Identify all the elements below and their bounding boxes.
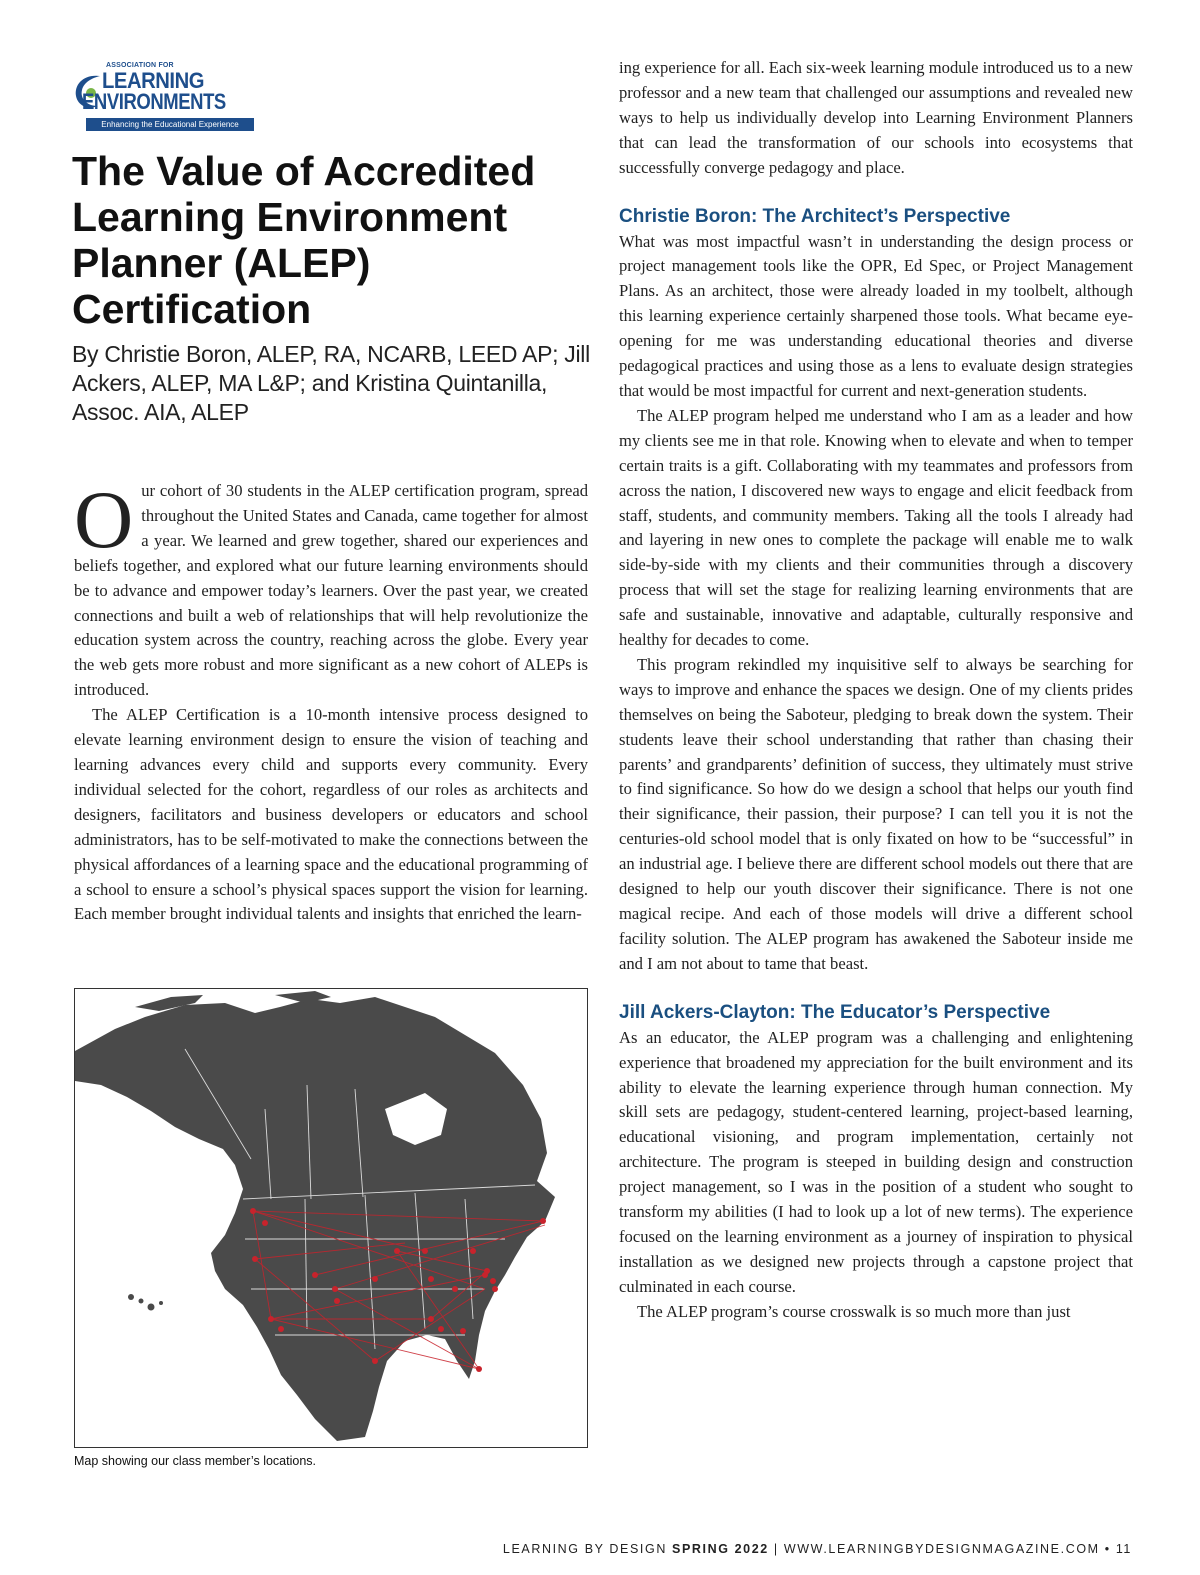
drop-cap: O [74, 474, 134, 565]
architect-paragraph-1: What was most impactful wasn’t in understanding the design process or project management tools like the OPR, Ed Spec, or Project Management Plans. As an architect, those were already loaded in my toolbelt, although this learning experience certainly sharpened those tools. What became eye-opening for me was understanding educational theories and diverse pedagogical practices and using those as a lens to evaluate design strategies that would be most impactful for current and next-generation students. [619, 231, 1133, 400]
footer-issue: SPRING 2022 [672, 1542, 769, 1556]
logo-line-learning: LEARNING [102, 68, 205, 93]
section-heading-architect: Christie Boron: The Architect’s Perspective [619, 205, 1011, 227]
article-title: The Value of Accredited Learning Environment Planner (ALEP) Certification [72, 148, 536, 332]
architect-paragraph-2: The ALEP program helped me understand who I am as a leader and how my clients see me in that role. Knowing when to elevate and when to temper certain traits is a gift. Collaborating with my teammates and professors from across the nation, I discovered new ways to engage and elicit feedback from staff, students, and community members. Taking all the tools I already had and layering in new ones to complete the package will enable me to walk side-by-side with my clients and their communities through a discovery process that will set the stage for realizing learning environments that are safe and sustainable, innovative and adaptable, culturally responsive and healthy for decades to come. [619, 405, 1133, 650]
paragraph-certification: The ALEP Certification is a 10-month intensive process designed to elevate learning environment design to ensure the vision of teaching and learning advances every child and supports every community. Every individual selected for the cohort, regardless of our roles as architects and designers, facilitators and business developers or educators and school administrators, has to be self-motivated to make the connections between the physical affordances of a learning space and the educational programming of a school to ensure a school’s physical spaces support the vision for learning. Each member brought individual talents and insights that enriched the learn- [74, 705, 588, 924]
educator-paragraph-2: The ALEP program’s course crosswalk is so much more than just [637, 1301, 1071, 1321]
page-footer [503, 1542, 1132, 1556]
educator-paragraph-1: As an educator, the ALEP program was a challenging and enlightening experience that broadened my appreciation for the built environment and its ability to elevate the learning experience through human connection. My skill sets are pedagogy, student-centered learning, project-based learning, educational visioning, and program implementation, certainly not architecture. The program is steeped in building design and construction project management, so I was in the position of a student who sought to transform my abilities (I had to look up a lot of new terms). The experience focused on the learning environment as a journey of inspiration to physical installation as we designed new projects through a capstone project that culminated in each course. [619, 1027, 1133, 1296]
footer-separator: | [773, 1542, 779, 1556]
figure-caption: Map showing our class member’s locations. [74, 1454, 317, 1468]
page-number: 11 [1115, 1542, 1132, 1556]
footer-url: WWW.LEARNINGBYDESIGNMAGAZINE.COM [783, 1542, 1100, 1556]
intro-paragraph [74, 474, 588, 703]
north-america-map [75, 989, 587, 1447]
section-heading-educator: Jill Ackers-Clayton: The Educator’s Perspective [619, 1001, 1051, 1023]
left-column [74, 474, 588, 927]
footer-magazine: LEARNING BY DESIGN [502, 1542, 667, 1556]
map-figure [74, 988, 588, 1448]
architect-paragraph-3: This program rekindled my inquisitive self to always be searching for ways to improve and enhance the spaces we design. One of my clients prides themselves on being the Saboteur, pledging to break down the system. Their students leave their school understanding that rather than chasing their parents’ and grandparents’ definition of success, they ultimately must strive to find significance. So how do we design a school that helps our youth find their significance, their passion, their purpose? I can tell you it is not the centuries-old school model that is only fixated on how to be “successful” in an industrial age. I believe there are different school models out there that are designed to help our youth discover their significance. There is not one magical recipe. And each of those models will drive a different school facility solution. The ALEP program has awakened the Saboteur inside me and I am not about to tame that beast. [619, 654, 1133, 973]
footer-bullet: • [1104, 1542, 1111, 1556]
logo-tagline: Enhancing the Educational Experience [86, 118, 254, 131]
logo-assoc-text: ASSOCIATION FOR [106, 62, 174, 69]
logo-line-environments: ENVIRONMENTS [82, 89, 226, 114]
intro-text: ur cohort of 30 students in the ALEP certification program, spread throughout the United States and Canada, came together for almost a year. We learned and grew together, shared our experiences and beliefs together, and explored what our future learning environments should be to advance and empower today’s learners. Over the past year, we created connections and built a web of relationships that will help revolutionize the education system across the country, reaching across the globe. Every year the web gets more robust and more significant as a new cohort of ALEPs is introduced. [74, 481, 588, 700]
article-byline: By Christie Boron, ALEP, RA, NCARB, LEED AP; Jill Ackers, ALEP, MA L&P; and Kristina Quintanilla, Assoc. AIA, ALEP [72, 341, 590, 425]
continuation-paragraph: ing experience for all. Each six-week learning module introduced us to a new professor and a new team that challenged our assumptions and revealed new ways to help us individually develop into Learning Environment Planners that can lead the transformation of our schools into ecosystems that successfully converge pedagogy and place. [619, 58, 1133, 177]
right-column [619, 56, 1133, 1325]
publisher-logo [72, 62, 254, 132]
